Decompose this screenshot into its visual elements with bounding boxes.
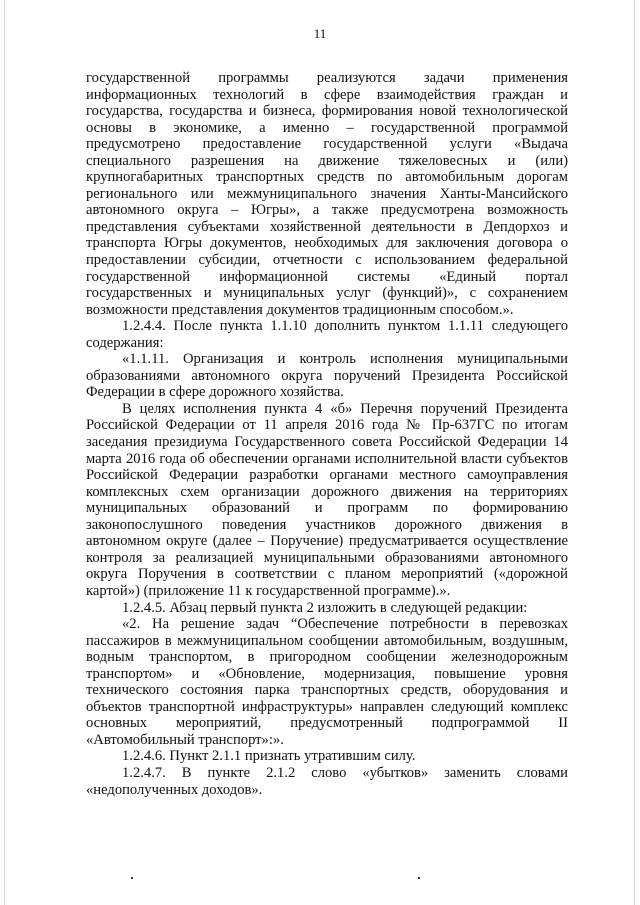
paragraph-item-2: «2. На решение задач “Обеспечение потребности в перевозках пассажиров в межмуниципальном сообщении автомобильным, воздушным, водным транспортом, в пригородном сообщении железнодорожным транспортом» и «Обновление, модернизация, повышение уровня технического состояния парка транспортных средств, оборудования и объектов транспортной инфраструктуры» направлен следующий комплекс основных мероприятий, предусмотренный подпрограммой II «Автомобильный транспорт»:». bbox=[86, 616, 568, 748]
scan-speck bbox=[418, 877, 420, 879]
page-number: 11 bbox=[313, 26, 327, 41]
paragraph-item-1-2-4-4: 1.2.4.4. После пункта 1.1.10 дополнить пунктом 1.1.11 следующего содержания: bbox=[86, 318, 568, 351]
scan-edge-left bbox=[4, 0, 5, 905]
scan-edge-right bbox=[634, 0, 635, 905]
paragraph-continuation: государственной программы реализуются задачи применения информационных технологий в сфере взаимодействия граждан и государства, государства и бизнеса, формирования новой технологической основы в экономике, а именно – государственной программой предусмотрено предоставление государственной услуги «Выдача специального разрешения на движение тяжеловесных и (или) крупногабаритных транспортных средств по автомобильным дорогам регионального или межмуниципального значения Ханты-Мансийского автономного округа – Югры», а также предусмотрена возможность представления субъектами хозяйственной деятельности в Депдорхоз и транспорта Югры документов, необходимых для заключения договора о предоставлении субсидии, отчетности с использованием федеральной государственной информационной системы «Единый портал государственных и муниципальных услуг (функций)», с сохранением возможности представления документов традиционным способом.». bbox=[86, 70, 568, 318]
paragraph-item-1-2-4-6: 1.2.4.6. Пункт 2.1.1 признать утратившим силу. bbox=[122, 748, 416, 765]
paragraph-presidential-order: В целях исполнения пункта 4 «б» Перечня поручений Президента Российской Федерации от 11 апреля 2016 года № Пр-637ГС по итогам заседания президиума Государственного совета Российской Федерации 14 марта 2016 года об обеспечении органами исполнительной власти субъектов Российской Федерации разработки органами местного самоуправления комплексных схем организации дорожного движения на территориях муниципальных образований и программ по формированию законопослушного поведения участников дорожного движения в автономном округе (далее – Поручение) предусматривается осуществление контроля за реализацией муниципальными образованиями автономного округа Поручения в соответствии с планом мероприятий («дорожной картой») (приложение 11 к государственной программе).». bbox=[86, 400, 568, 599]
paragraph-item-1-2-4-7: 1.2.4.7. В пункте 2.1.2 слово «убытков» заменить словами «недополученных доходов». bbox=[86, 764, 568, 798]
paragraph-item-1-2-4-5: 1.2.4.5. Абзац первый пункта 2 изложить в следующей редакции: bbox=[122, 599, 528, 616]
paragraph-item-1-1-11: «1.1.11. Организация и контроль исполнения муниципальными образованиями автономного округа поручений Президента Российской Федерации в сфере дорожного хозяйства. bbox=[86, 351, 568, 401]
scan-speck bbox=[131, 877, 133, 879]
document-body bbox=[86, 70, 568, 798]
